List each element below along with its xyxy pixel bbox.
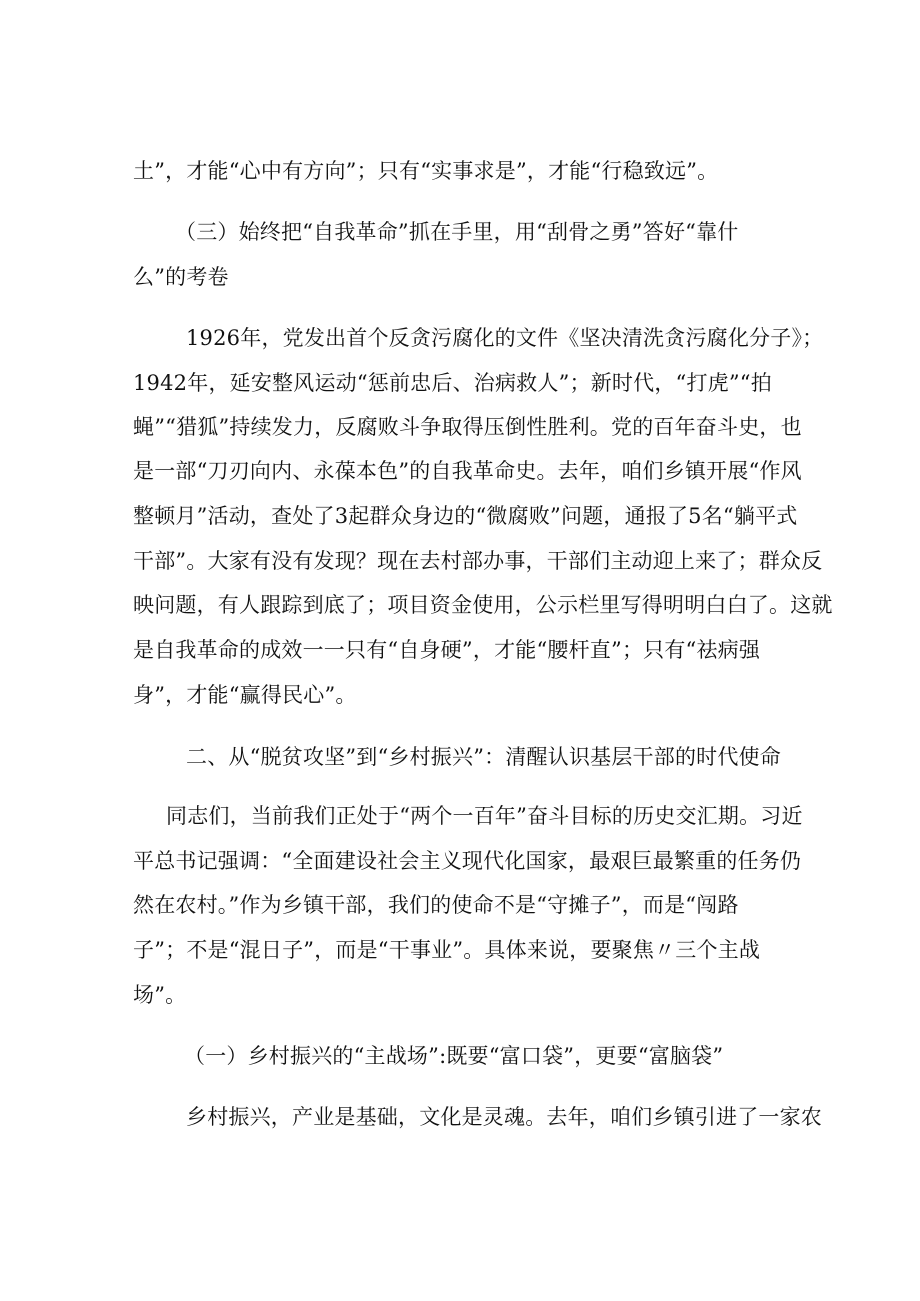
paragraph-line: 子”；不是“混日子”，而是“干事业”。具体来说，要聚焦〃三个主战 bbox=[133, 938, 761, 962]
paragraph-line: 身”，才能“赢得民心”。 bbox=[133, 683, 357, 707]
subsection-heading-3-line-2: 么”的考卷 bbox=[133, 265, 229, 289]
paragraph-line: 蝇”“猎狐”持续发力，反腐败斗争取得压倒性胜利。党的百年奋斗史，也 bbox=[133, 415, 802, 439]
paragraph-line: 1942年，延安整风运动“惩前忠后、治病救人”；新时代，“打虎”“拍 bbox=[133, 371, 772, 395]
paragraph-line: 1926年，党发出首个反贪污腐化的文件《坚决清洗贪污腐化分子》； bbox=[186, 326, 824, 350]
subsection-heading-3-line-1: （三）始终把“自我革命”抓在手里，用“刮骨之勇”答好“靠什 bbox=[175, 220, 739, 244]
paragraph-line: 然在农村。”作为乡镇干部，我们的使命不是“守摊子”，而是“闯路 bbox=[133, 893, 739, 917]
paragraph-line: 同志们，当前我们正处于“两个一百年”奋斗目标的历史交汇期。习近 bbox=[166, 804, 803, 828]
paragraph-line: 干部”。大家有没有发现？现在去村部办事，干部们主动迎上来了；群众反 bbox=[133, 549, 823, 573]
paragraph-line: 是自我革命的成效一一只有“自身硬”，才能“腰杆直”；只有“祛病强 bbox=[133, 638, 761, 662]
subsection-heading-1: （一）乡村振兴的“主战场”:既要“富口袋”，更要“富脑袋” bbox=[184, 1044, 724, 1068]
paragraph-line: 映问题，有人跟踪到底了；项目资金使用，公示栏里写得明明白白了。这就 bbox=[133, 593, 833, 617]
paragraph-line: 乡村振兴，产业是基础，文化是灵魂。去年，咱们乡镇引进了一家农 bbox=[186, 1105, 822, 1129]
paragraph-line: 平总书记强调：“全面建设社会主义现代化国家，最艰巨最繁重的任务仍 bbox=[133, 849, 802, 873]
paragraph-line: 场”。 bbox=[133, 983, 187, 1007]
section-heading-2: 二、从“脱贫攻坚”到“乡村振兴”：清醒认识基层干部的时代使命 bbox=[186, 745, 781, 769]
paragraph-line: 是一部“刀刃向内、永葆本色”的自我革命史。去年，咱们乡镇开展“作风 bbox=[133, 459, 802, 483]
text-line-continuation: 土”，才能“心中有方向”；只有“实事求是”，才能“行稳致远”。 bbox=[133, 159, 719, 183]
paragraph-line: 整顿月”活动，查处了3起群众身边的“微腐败”问题，通报了5名“躺平式 bbox=[133, 504, 798, 528]
